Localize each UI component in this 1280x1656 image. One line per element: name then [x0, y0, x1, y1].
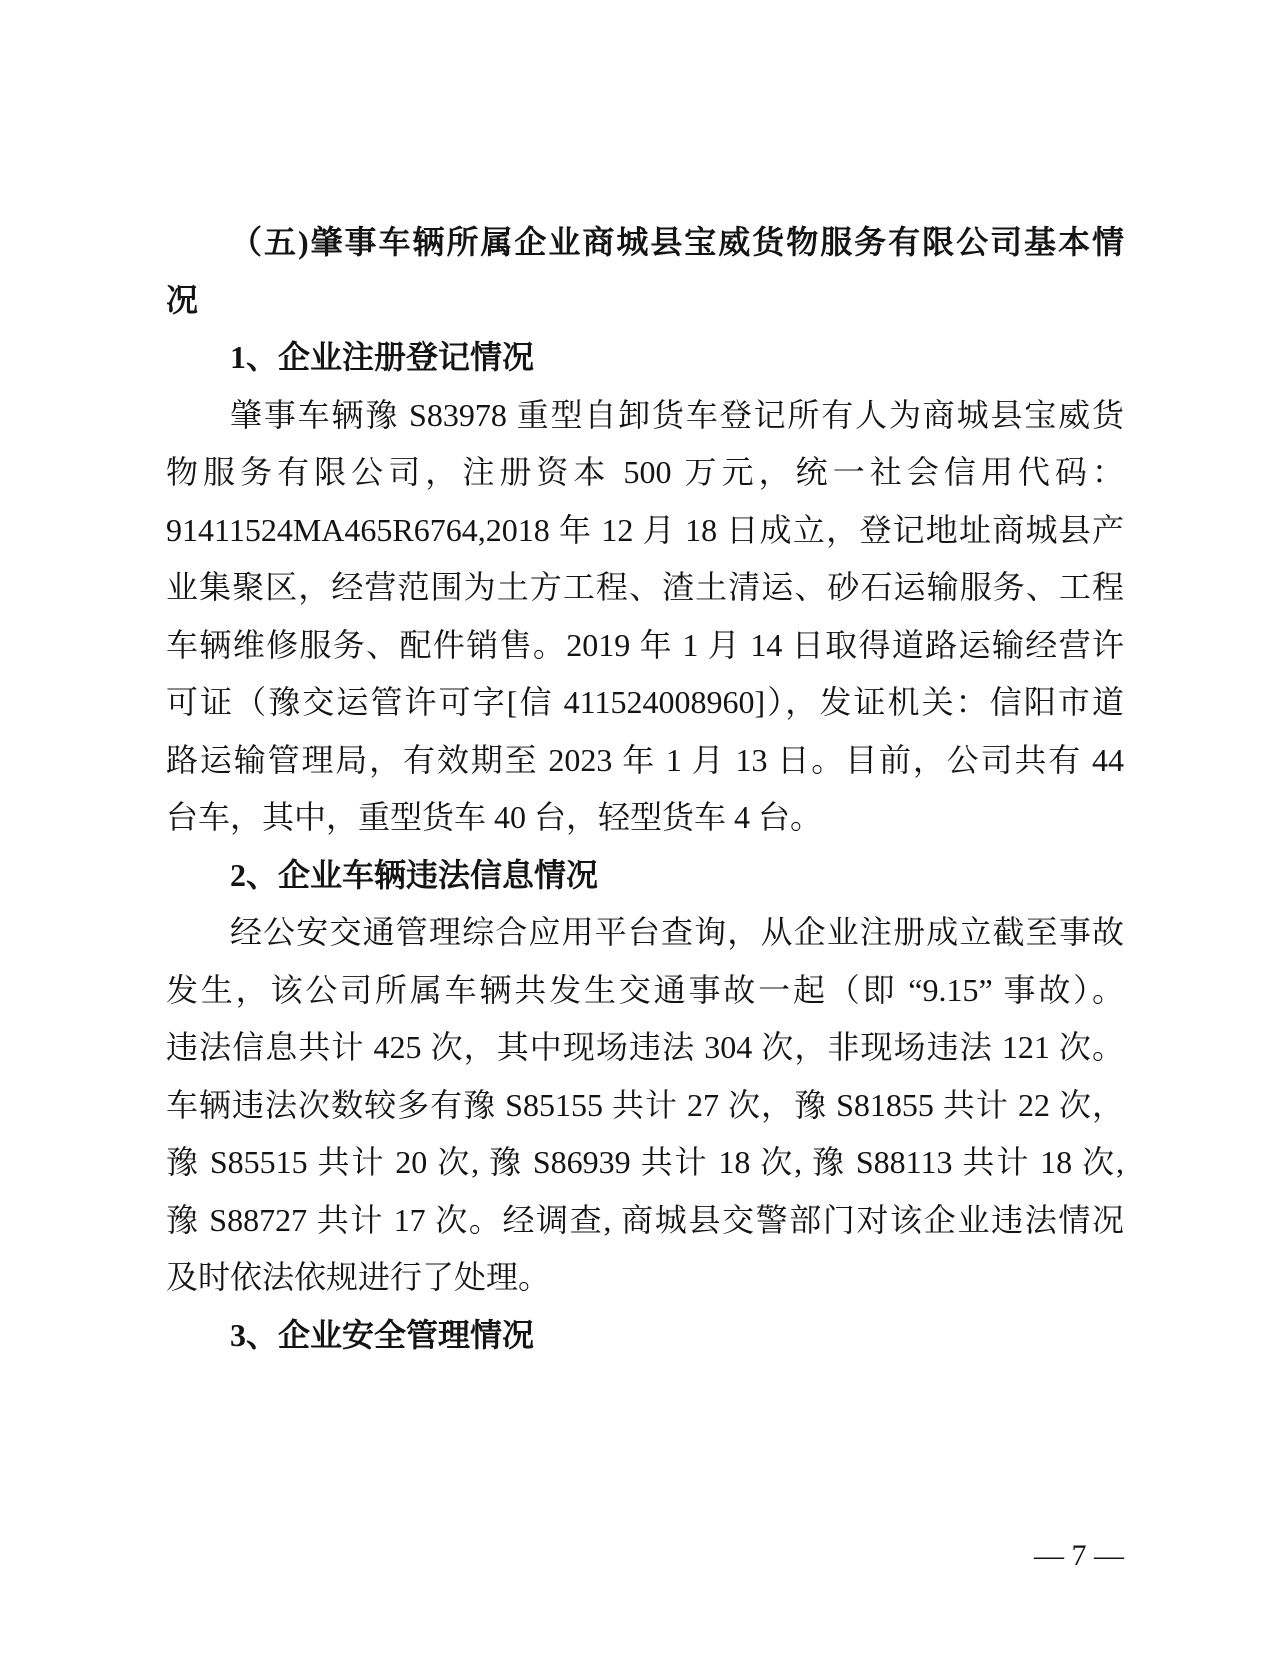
paragraph-violations — [166, 904, 1124, 1307]
text-line: 91411524MA465R6764,2018 年 12 月 18 日成立，登记地址商城县产 — [166, 511, 1124, 548]
text-line: 3、企业安全管理情况 — [230, 1316, 535, 1353]
text-line: 路运输管理局，有效期至 2023 年 1 月 13 日。目前，公司共有 44 — [166, 741, 1124, 778]
subheading-1-registration — [166, 329, 1124, 387]
text-line: 可证（豫交运管许可字[信 411524008960]），发证机关：信阳市道 — [166, 684, 1124, 720]
text-line: 2、企业车辆违法信息情况 — [230, 856, 599, 893]
subheading-2-violations — [166, 847, 1124, 905]
text-line: 况 — [166, 281, 199, 318]
text-line: 业集聚区，经营范围为土方工程、渣土清运、砂石运输服务、工程 — [166, 569, 1124, 605]
text-line: 台车，其中，重型货车 40 台，轻型货车 4 台。 — [166, 799, 823, 835]
text-line: 车辆维修服务、配件销售。2019 年 1 月 14 日取得道路运输经营许 — [166, 626, 1124, 663]
text-line: 经公安交通管理综合应用平台查询，从企业注册成立截至事故 — [230, 914, 1124, 950]
page-footer — [166, 1534, 1124, 1578]
paragraph-registration — [166, 387, 1124, 847]
text-line: 肇事车辆豫 S83978 重型自卸货车登记所有人为商城县宝威货 — [230, 396, 1124, 433]
text-line: 违法信息共计 425 次，其中现场违法 304 次，非现场违法 121 次。 — [166, 1029, 1124, 1065]
text-line: （五)肇事车辆所属企业商城县宝威货物服务有限公司基本情 — [230, 224, 1124, 260]
text-line: 豫 S88727 共计 17 次。经调查, 商城县交警部门对该企业违法情况 — [166, 1201, 1124, 1238]
text-line: 车辆违法次数较多有豫 S85155 共计 27 次，豫 S81855 共计 22 次， — [166, 1086, 1124, 1123]
text-line: 发生，该公司所属车辆共发生交通事故一起（即 “9.15” 事故）。 — [166, 971, 1124, 1008]
text-line: 及时依法依规进行了处理。 — [166, 1259, 551, 1295]
section-heading-5 — [166, 214, 1124, 329]
document-body — [166, 214, 1124, 1364]
page-number: — 7 — — [1034, 1539, 1124, 1572]
text-line: 物服务有限公司，注册资本 500 万元，统一社会信用代码： — [166, 454, 1124, 490]
subheading-3-safety — [166, 1307, 1124, 1365]
text-line: 豫 S85515 共计 20 次, 豫 S86939 共计 18 次, 豫 S88113 共计 18 次, — [166, 1144, 1124, 1180]
text-line: 1、企业注册登记情况 — [230, 339, 535, 375]
